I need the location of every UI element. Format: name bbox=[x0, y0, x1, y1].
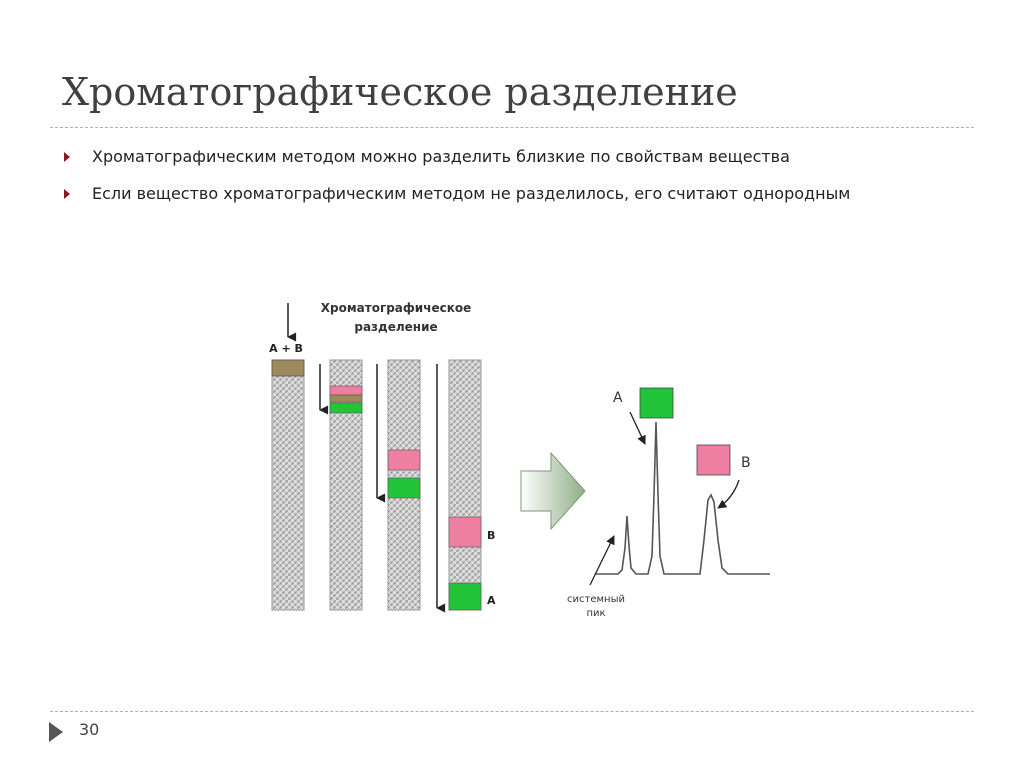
band-b-label: B bbox=[487, 529, 496, 542]
footer-arrow-icon bbox=[49, 722, 63, 742]
page-number: 30 bbox=[79, 720, 100, 739]
diagram-caption-line1: Хроматографическое bbox=[320, 301, 472, 315]
system-peak-label-line2: пик bbox=[586, 608, 606, 619]
band-a bbox=[330, 403, 362, 413]
peak-b-label: B bbox=[741, 455, 751, 471]
band-a bbox=[449, 583, 481, 610]
band-a bbox=[388, 478, 420, 498]
diagram-caption-line2: разделение bbox=[354, 320, 438, 334]
bullet-text: Если вещество хроматографическим методом не разделилось, его считают однородным bbox=[92, 184, 851, 203]
footer-divider bbox=[50, 711, 974, 712]
column-1 bbox=[272, 360, 304, 610]
sample-band bbox=[272, 360, 304, 376]
band-mix bbox=[330, 395, 362, 402]
peak-a-marker bbox=[640, 388, 673, 418]
sample-label: A + B bbox=[269, 342, 303, 355]
band-b bbox=[330, 386, 362, 395]
transition-arrow-icon bbox=[521, 453, 585, 529]
slide-title: Хроматографическое разделение bbox=[62, 70, 738, 114]
peak-a-label: A bbox=[613, 390, 623, 406]
peak-b-pointer bbox=[718, 480, 739, 508]
band-b bbox=[388, 450, 420, 470]
column-4 bbox=[449, 360, 481, 610]
bullet-text: Хроматографическим методом можно разделить близкие по свойствам вещества bbox=[92, 147, 790, 166]
system-peak-pointer bbox=[590, 536, 614, 585]
band-b bbox=[449, 517, 481, 547]
band-a-label: A bbox=[487, 594, 496, 607]
column-2 bbox=[330, 360, 362, 610]
peak-b-marker bbox=[697, 445, 730, 475]
chromatogram-trace bbox=[596, 422, 770, 574]
system-peak-label-line1: системный bbox=[567, 594, 625, 605]
column-3 bbox=[388, 360, 420, 610]
